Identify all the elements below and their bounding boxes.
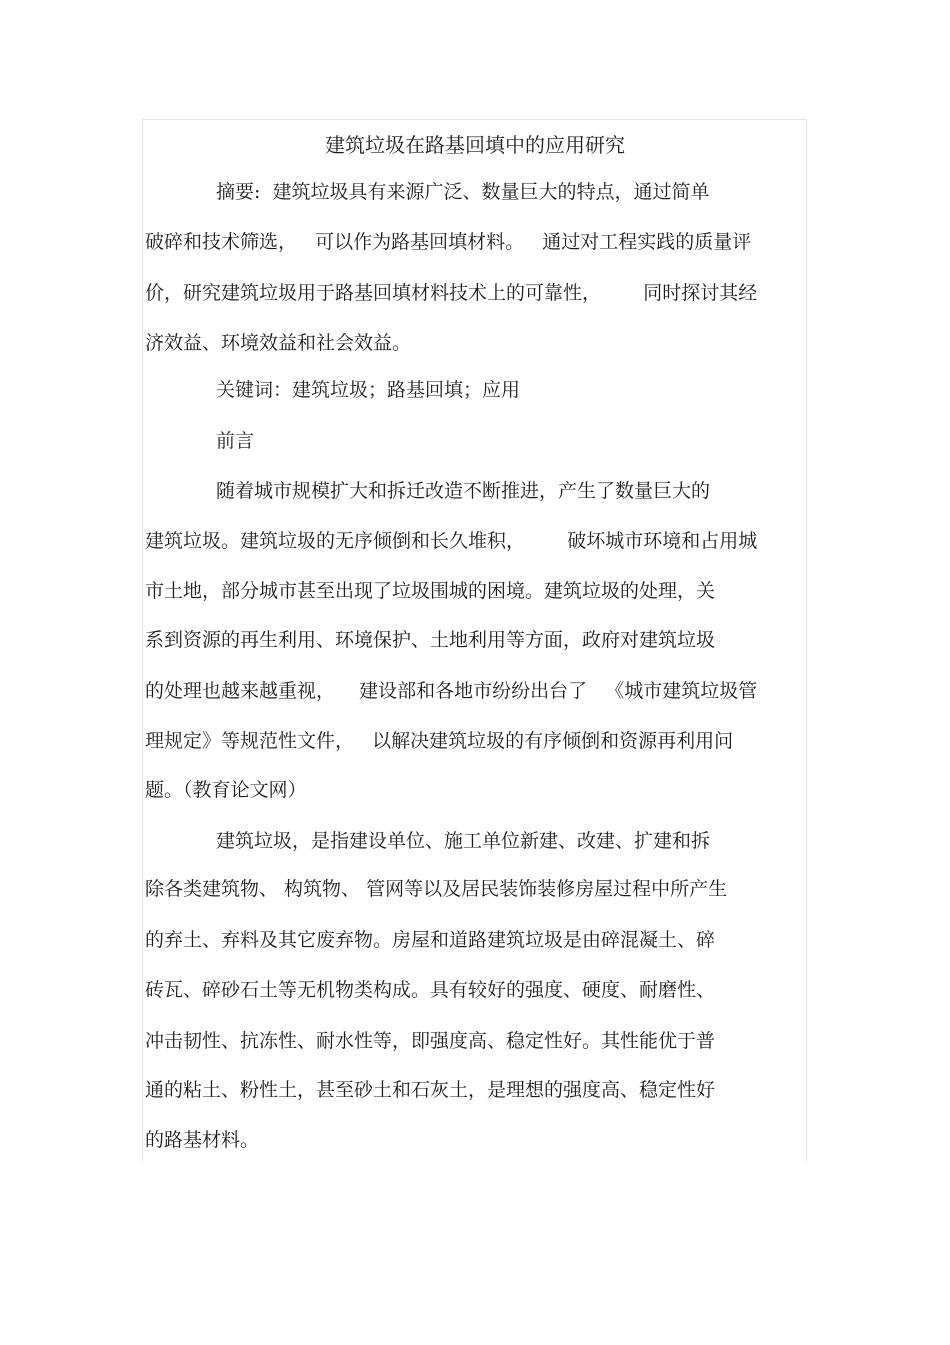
document-title: 建筑垃圾在路基回填中的应用研究 xyxy=(325,133,625,157)
paragraph1-line-7: 题。（教育论文网） xyxy=(145,779,307,801)
paragraph1-line-5: 的处理也越来越重视， 建设部和各地市纷纷出台了 《城市建筑垃圾管 xyxy=(145,680,758,702)
paragraph1-line-3: 市土地，部分城市甚至出现了垃圾围城的困境。建筑垃圾的处理，关 xyxy=(145,580,716,602)
paragraph2-line-4: 砖瓦、碎砂石土等无机物类构成。具有较好的强度、硬度、耐磨性、 xyxy=(145,979,716,1001)
preface-heading: 前言 xyxy=(216,430,255,452)
paragraph2-line-2: 除各类建筑物、 构筑物、 管网等以及居民装饰装修房屋过程中所产生 xyxy=(145,878,728,900)
paragraph1-line-4: 系到资源的再生利用、环境保护、土地利用等方面，政府对建筑垃圾 xyxy=(145,629,716,651)
paragraph1-line-6: 理规定》等规范性文件， 以解决建筑垃圾的有序倾倒和资源再利用问 xyxy=(145,730,734,752)
paragraph2-line-1: 建筑垃圾，是指建设单位、施工单位新建、改建、扩建和拆 xyxy=(216,830,711,852)
abstract-line-2: 破碎和技术筛选， 可以作为路基回填材料。 通过对工程实践的质量评 xyxy=(145,231,752,253)
abstract-line-3: 价，研究建筑垃圾用于路基回填材料技术上的可靠性， 同时探讨其经 xyxy=(145,282,758,304)
abstract-line-4: 济效益、环境效益和社会效益。 xyxy=(145,332,412,354)
paragraph1-line-2: 建筑垃圾。建筑垃圾的无序倾倒和长久堆积， 破坏城市环境和占用城 xyxy=(145,530,758,552)
paragraph1-line-1: 随着城市规模扩大和拆迁改造不断推进，产生了数量巨大的 xyxy=(216,480,711,502)
abstract-line-1: 摘要: 建筑垃圾具有来源广泛、数量巨大的特点，通过简单 xyxy=(216,181,710,203)
paragraph2-line-7: 的路基材料。 xyxy=(145,1129,260,1151)
paragraph2-line-3: 的弃土、弃料及其它废弃物。房屋和道路建筑垃圾是由碎混凝土、碎 xyxy=(145,929,716,951)
paragraph2-line-5: 冲击韧性、抗冻性、耐水性等，即强度高、稳定性好。其性能优于普 xyxy=(145,1030,716,1052)
paragraph2-line-6: 通的粘土、粉性土，甚至砂土和石灰土，是理想的强度高、稳定性好 xyxy=(145,1079,716,1101)
keywords: 关键词：建筑垃圾；路基回填；应用 xyxy=(216,379,521,401)
